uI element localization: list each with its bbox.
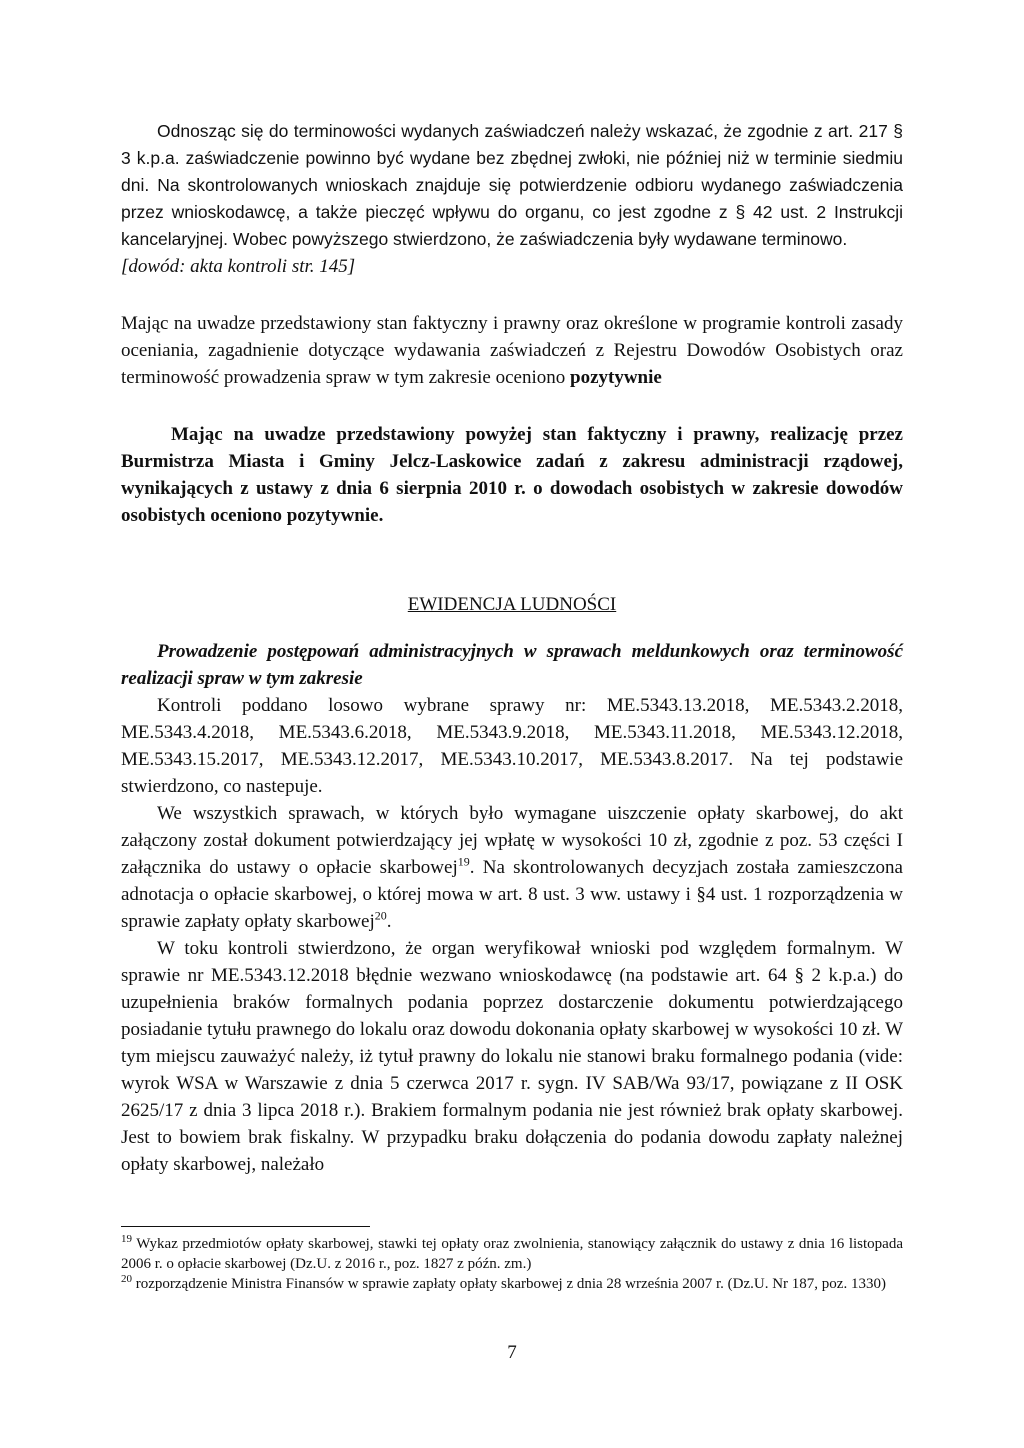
paragraph-stamp-duty [121, 800, 903, 935]
evidence-reference: [dowód: akta kontroli str. 145] [121, 256, 356, 277]
section-title: EWIDENCJA LUDNOŚCI [407, 594, 617, 615]
conclusion-paragraph: Mając na uwadze przedstawiony powyżej stan faktyczny i prawny, realizację przez Burmistrza Miasta i Gminy Jelcz-Laskowice zadań z zakresu administracji rządowej, wynikających z ustawy z dnia 6 sierpnia 2010 r. o dowodach osobistych w zakresie dowodów osobistych oceniono pozytywnie. [121, 424, 903, 526]
footnote-text: Wykaz przedmiotów opłaty skarbowej, stawki tej opłaty oraz zwolnienia, stanowiący załącznik do ustawy z dnia 16 listopada 2006 r. o opłacie skarbowej (Dz.U. z 2016 r., poz. 1827 z późn. zm.) [121, 1236, 903, 1272]
footnote-ref-19[interactable]: 19 [457, 854, 470, 869]
footnote-number: 19 [121, 1233, 132, 1245]
paragraph-cases-list: Kontroli poddano losowo wybrane sprawy nr: ME.5343.13.2018, ME.5343.2.2018, ME.5343.4.2018, ME.5343.6.2018, ME.5343.9.2018, ME.5343.11.2018, ME.5343.12.2018, ME.5343.15.2017, ME.5343.12.2017, ME.5343.10.2017, ME.5343.8.2017. Na tej podstawie stwierdzono, co nastepuje. [121, 695, 903, 797]
spacer [121, 529, 903, 591]
document-page [121, 118, 903, 1178]
paragraph-formal-verification: W toku kontroli stwierdzono, że organ weryfikował wnioski pod względem formalnym. W sprawie nr ME.5343.12.2018 błędnie wezwano wnioskodawcę (na podstawie art. 64 § 2 k.p.a.) do uzupełnienia braków formalnych podania poprzez dostarczenie dokumentu potwierdzającego posiadanie tytułu prawnego do lokalu oraz dowodu dokonania opłaty skarbowej w wysokości 10 zł. W tym miejscu zauważyć należy, iż tytuł prawny do lokalu nie stanowi braku formalnego podania (vide: wyrok WSA w Warszawie z dnia 5 czerwca 2017 r. sygn. IV SAB/Wa 93/17, powiązane z II OSK 2625/17 z dnia 3 lipca 2018 r.). Brakiem formalnym podania nie jest również brak opłaty skarbowej. Jest to bowiem brak fiskalny. W przypadku braku dołączenia do podania dowodu zapłaty należnej opłaty skarbowej, należało [121, 938, 903, 1175]
page-number: 7 [507, 1342, 517, 1363]
footnote-ref-20[interactable]: 20 [374, 908, 387, 923]
footnote-number: 20 [121, 1273, 132, 1285]
stamp-duty-text-c: . [386, 911, 392, 932]
footnote-20 [121, 1274, 903, 1294]
footnote-text: rozporządzenie Ministra Finansów w sprawie zapłaty opłaty skarbowej z dnia 28 września 2007 r. (Dz.U. Nr 187, poz. 1330) [132, 1276, 886, 1292]
spacer [121, 391, 903, 421]
section-subtitle: Prowadzenie postępowań administracyjnych w sprawach meldunkowych oraz terminowość realizacji spraw w tym zakresie [121, 641, 903, 689]
paragraph-assessment [121, 310, 903, 391]
footnote-19 [121, 1234, 903, 1274]
footnotes [121, 1234, 903, 1294]
stamp-duty-text-b: . Na skontrolowanych decyzjach została zamieszczona adnotacja o opłacie skarbowej, o której mowa w art. 8 ust. 3 ww. ustawy i §4 ust. 1 rozporządzenia w sprawie zapłaty opłaty skarbowej [121, 857, 903, 932]
paragraph-certificates-timeliness: Odnosząc się do terminowości wydanych zaświadczeń należy wskazać, że zgodnie z art. 217 § 3 k.p.a. zaświadczenie powinno być wydane bez zbędnej zwłoki, nie później niż w terminie siedmiu dni. Na skontrolowanych wnioskach znajduje się potwierdzenie odbioru wydanego zaświadczenia przez wnioskodawcę, a także pieczęć wpływu do organu, co jest zgodne z § 42 ust. 2 Instrukcji kancelaryjnej. Wobec powyższego stwierdzono, że zaświadczenia były wydawane terminowo. [121, 121, 903, 249]
stamp-duty-text-a: We wszystkich sprawach, w których było wymagane uiszczenie opłaty skarbowej, do akt załączony został dokument potwierdzający jej wpłatę w wysokości 10 zł, zgodnie z poz. 53 części I załącznika do ustawy o opłacie skarbowej [121, 803, 903, 878]
footnote-separator [121, 1226, 370, 1227]
spacer [121, 280, 903, 310]
assessment-result: pozytywnie [570, 367, 662, 388]
assessment-text: Mając na uwadze przedstawiony stan faktyczny i prawny oraz określone w programie kontroli zasady oceniania, zagadnienie dotyczące wydawania zaświadczeń z Rejestru Dowodów Osobistych oraz terminowość prowadzenia spraw w tym zakresie oceniono [121, 313, 903, 388]
